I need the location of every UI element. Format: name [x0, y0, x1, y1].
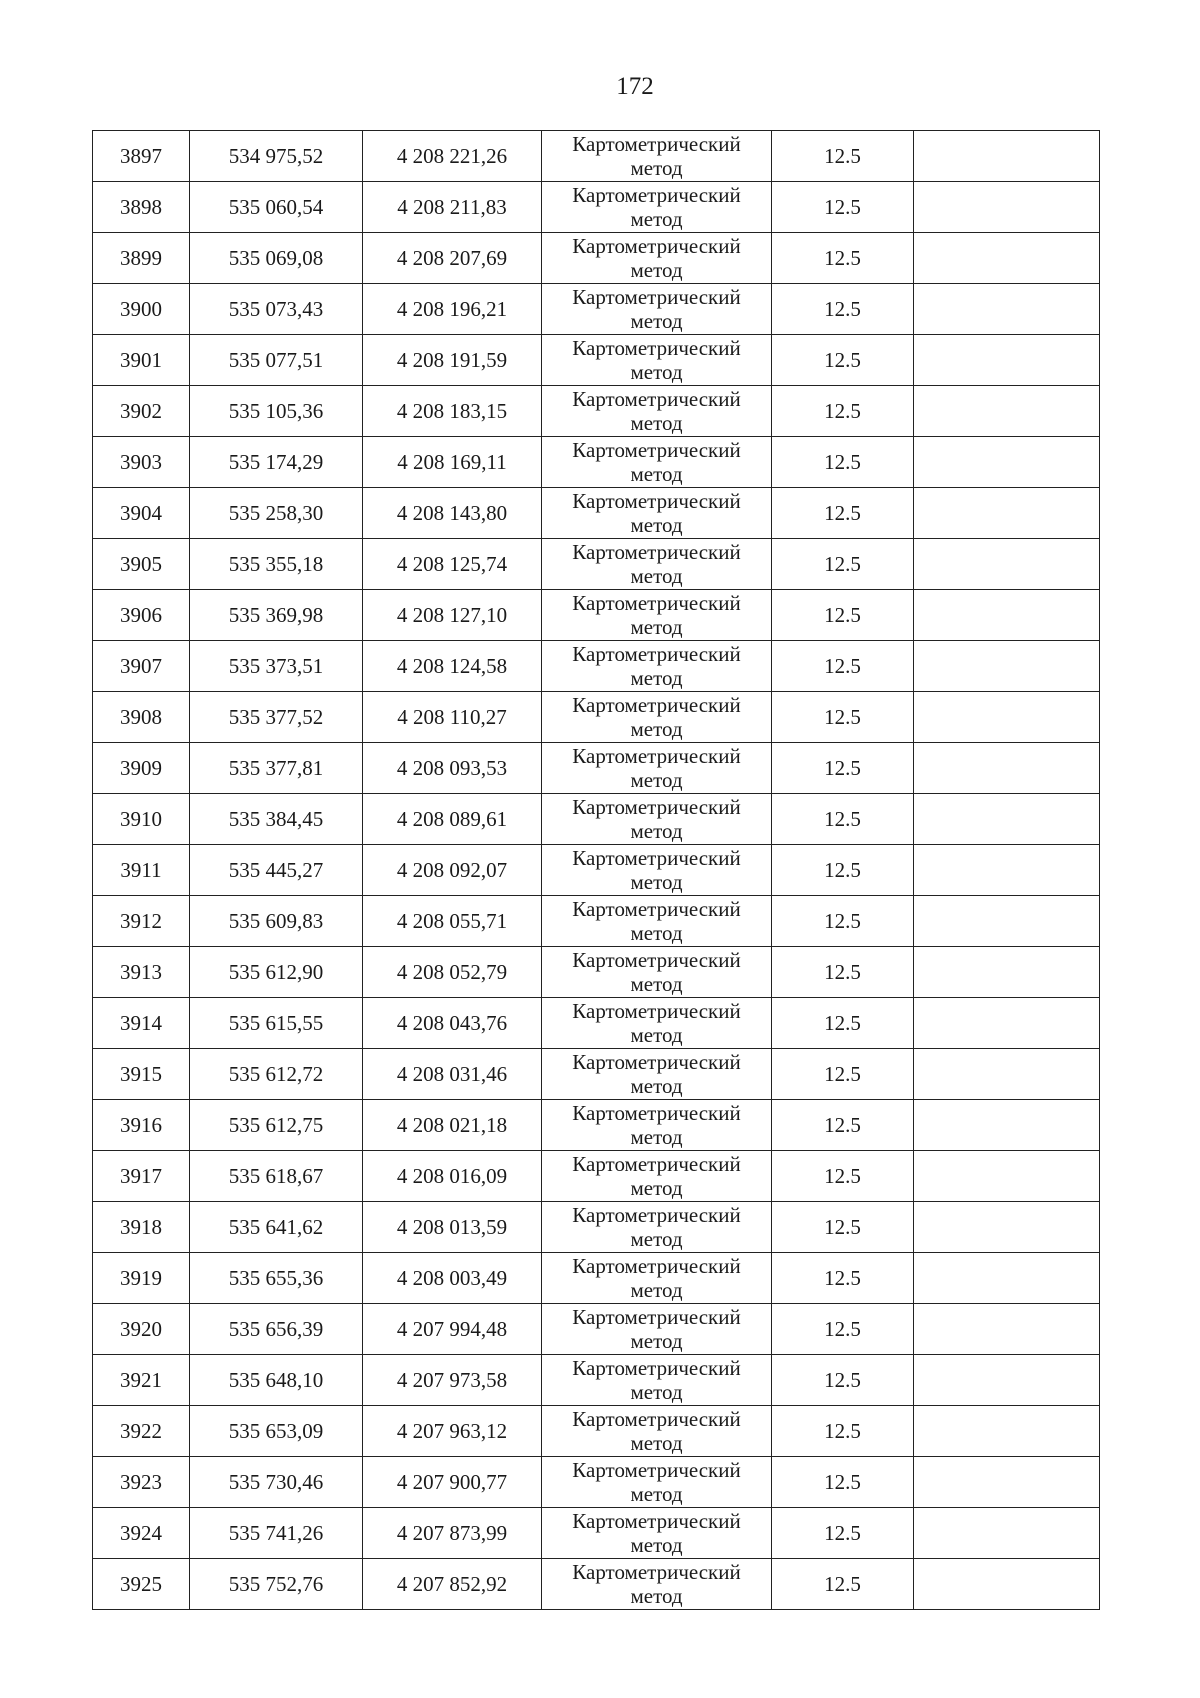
point-number-cell: 3909: [93, 743, 190, 794]
method-line-1: Картометрический: [572, 897, 741, 921]
y-coordinate-cell: 4 208 110,27: [363, 692, 542, 743]
method-line-1: Картометрический: [572, 846, 741, 870]
y-coordinate-cell: 4 208 031,46: [363, 1049, 542, 1100]
method-line-1: Картометрический: [572, 1305, 741, 1329]
method-cell: [542, 590, 772, 641]
precision-cell: 12.5: [772, 692, 914, 743]
precision-cell: 12.5: [772, 437, 914, 488]
y-coordinate-cell: 4 208 125,74: [363, 539, 542, 590]
extra-cell: [914, 1457, 1100, 1508]
method-cell: [542, 1508, 772, 1559]
table-row: [93, 437, 1100, 488]
extra-cell: [914, 182, 1100, 233]
table-row: [93, 1559, 1100, 1610]
x-coordinate-cell: 535 741,26: [190, 1508, 363, 1559]
extra-cell: [914, 437, 1100, 488]
precision-cell: 12.5: [772, 590, 914, 641]
extra-cell: [914, 284, 1100, 335]
method-line-1: Картометрический: [572, 693, 741, 717]
point-number-cell: 3905: [93, 539, 190, 590]
method-line-1: Картометрический: [572, 1101, 741, 1125]
method-line-2: метод: [630, 564, 683, 588]
method-line-2: метод: [630, 717, 683, 741]
method-line-1: Картометрический: [572, 948, 741, 972]
x-coordinate-cell: 535 648,10: [190, 1355, 363, 1406]
x-coordinate-cell: 534 975,52: [190, 131, 363, 182]
extra-cell: [914, 1151, 1100, 1202]
precision-cell: 12.5: [772, 794, 914, 845]
method-line-1: Картометрический: [572, 1203, 741, 1227]
extra-cell: [914, 1100, 1100, 1151]
method-line-2: метод: [630, 1227, 683, 1251]
precision-cell: 12.5: [772, 335, 914, 386]
table-row: [93, 998, 1100, 1049]
method-cell: [542, 131, 772, 182]
method-cell: [542, 233, 772, 284]
x-coordinate-cell: 535 656,39: [190, 1304, 363, 1355]
method-line-1: Картометрический: [572, 999, 741, 1023]
method-cell: [542, 1457, 772, 1508]
y-coordinate-cell: 4 208 221,26: [363, 131, 542, 182]
point-number-cell: 3925: [93, 1559, 190, 1610]
x-coordinate-cell: 535 618,67: [190, 1151, 363, 1202]
x-coordinate-cell: 535 077,51: [190, 335, 363, 386]
precision-cell: 12.5: [772, 1559, 914, 1610]
table-row: [93, 794, 1100, 845]
y-coordinate-cell: 4 208 127,10: [363, 590, 542, 641]
precision-cell: 12.5: [772, 284, 914, 335]
method-line-2: метод: [630, 1584, 683, 1608]
method-cell: [542, 335, 772, 386]
method-cell: [542, 1253, 772, 1304]
precision-cell: 12.5: [772, 1202, 914, 1253]
method-cell: [542, 1202, 772, 1253]
method-line-1: Картометрический: [572, 1560, 741, 1584]
coordinates-table-body: [93, 131, 1100, 1610]
point-number-cell: 3924: [93, 1508, 190, 1559]
precision-cell: 12.5: [772, 1508, 914, 1559]
method-line-2: метод: [630, 156, 683, 180]
x-coordinate-cell: 535 612,75: [190, 1100, 363, 1151]
table-row: [93, 1253, 1100, 1304]
method-line-1: Картометрический: [572, 1407, 741, 1431]
method-line-2: метод: [630, 462, 683, 486]
method-line-2: метод: [630, 1482, 683, 1506]
point-number-cell: 3907: [93, 641, 190, 692]
x-coordinate-cell: 535 609,83: [190, 896, 363, 947]
method-cell: [542, 896, 772, 947]
point-number-cell: 3898: [93, 182, 190, 233]
method-cell: [542, 692, 772, 743]
x-coordinate-cell: 535 105,36: [190, 386, 363, 437]
y-coordinate-cell: 4 208 191,59: [363, 335, 542, 386]
method-line-2: метод: [630, 309, 683, 333]
precision-cell: 12.5: [772, 131, 914, 182]
extra-cell: [914, 1049, 1100, 1100]
point-number-cell: 3917: [93, 1151, 190, 1202]
method-line-2: метод: [630, 921, 683, 945]
x-coordinate-cell: 535 445,27: [190, 845, 363, 896]
method-line-2: метод: [630, 972, 683, 996]
precision-cell: 12.5: [772, 233, 914, 284]
method-cell: [542, 437, 772, 488]
method-line-1: Картометрический: [572, 1254, 741, 1278]
method-line-1: Картометрический: [572, 1050, 741, 1074]
method-line-2: метод: [630, 360, 683, 384]
x-coordinate-cell: 535 060,54: [190, 182, 363, 233]
method-cell: [542, 641, 772, 692]
precision-cell: 12.5: [772, 1049, 914, 1100]
method-line-1: Картометрический: [572, 438, 741, 462]
point-number-cell: 3919: [93, 1253, 190, 1304]
method-line-2: метод: [630, 258, 683, 282]
x-coordinate-cell: 535 373,51: [190, 641, 363, 692]
extra-cell: [914, 896, 1100, 947]
method-cell: [542, 998, 772, 1049]
y-coordinate-cell: 4 208 013,59: [363, 1202, 542, 1253]
table-row: [93, 1355, 1100, 1406]
extra-cell: [914, 488, 1100, 539]
point-number-cell: 3902: [93, 386, 190, 437]
x-coordinate-cell: 535 612,90: [190, 947, 363, 998]
precision-cell: 12.5: [772, 182, 914, 233]
method-cell: [542, 386, 772, 437]
page-number: 172: [616, 73, 654, 100]
y-coordinate-cell: 4 208 021,18: [363, 1100, 542, 1151]
precision-cell: 12.5: [772, 386, 914, 437]
table-row: [93, 743, 1100, 794]
method-line-2: метод: [630, 615, 683, 639]
point-number-cell: 3910: [93, 794, 190, 845]
point-number-cell: 3913: [93, 947, 190, 998]
method-line-2: метод: [630, 1023, 683, 1047]
y-coordinate-cell: 4 208 207,69: [363, 233, 542, 284]
method-line-2: метод: [630, 1380, 683, 1404]
precision-cell: 12.5: [772, 539, 914, 590]
extra-cell: [914, 1559, 1100, 1610]
method-line-1: Картометрический: [572, 1458, 741, 1482]
point-number-cell: 3915: [93, 1049, 190, 1100]
x-coordinate-cell: 535 641,62: [190, 1202, 363, 1253]
point-number-cell: 3921: [93, 1355, 190, 1406]
table-row: [93, 947, 1100, 998]
point-number-cell: 3904: [93, 488, 190, 539]
extra-cell: [914, 743, 1100, 794]
table-row: [93, 1151, 1100, 1202]
extra-cell: [914, 641, 1100, 692]
method-line-1: Картометрический: [572, 387, 741, 411]
precision-cell: 12.5: [772, 1406, 914, 1457]
table-row: [93, 896, 1100, 947]
table-row: [93, 845, 1100, 896]
extra-cell: [914, 1508, 1100, 1559]
method-line-1: Картометрический: [572, 285, 741, 309]
table-row: [93, 233, 1100, 284]
table-row: [93, 335, 1100, 386]
x-coordinate-cell: 535 377,81: [190, 743, 363, 794]
x-coordinate-cell: 535 615,55: [190, 998, 363, 1049]
method-cell: [542, 1100, 772, 1151]
precision-cell: 12.5: [772, 947, 914, 998]
method-line-2: метод: [630, 1125, 683, 1149]
method-line-2: метод: [630, 819, 683, 843]
point-number-cell: 3918: [93, 1202, 190, 1253]
extra-cell: [914, 335, 1100, 386]
method-cell: [542, 794, 772, 845]
method-line-1: Картометрический: [572, 336, 741, 360]
method-line-2: метод: [630, 1431, 683, 1455]
x-coordinate-cell: 535 655,36: [190, 1253, 363, 1304]
x-coordinate-cell: 535 069,08: [190, 233, 363, 284]
precision-cell: 12.5: [772, 743, 914, 794]
method-line-1: Картометрический: [572, 489, 741, 513]
method-line-1: Картометрический: [572, 591, 741, 615]
point-number-cell: 3922: [93, 1406, 190, 1457]
x-coordinate-cell: 535 073,43: [190, 284, 363, 335]
point-number-cell: 3903: [93, 437, 190, 488]
x-coordinate-cell: 535 377,52: [190, 692, 363, 743]
point-number-cell: 3920: [93, 1304, 190, 1355]
method-cell: [542, 1049, 772, 1100]
method-cell: [542, 539, 772, 590]
y-coordinate-cell: 4 208 124,58: [363, 641, 542, 692]
extra-cell: [914, 845, 1100, 896]
point-number-cell: 3914: [93, 998, 190, 1049]
x-coordinate-cell: 535 355,18: [190, 539, 363, 590]
y-coordinate-cell: 4 208 055,71: [363, 896, 542, 947]
precision-cell: 12.5: [772, 1355, 914, 1406]
y-coordinate-cell: 4 208 093,53: [363, 743, 542, 794]
method-line-2: метод: [630, 768, 683, 792]
extra-cell: [914, 1355, 1100, 1406]
extra-cell: [914, 947, 1100, 998]
method-cell: [542, 743, 772, 794]
extra-cell: [914, 794, 1100, 845]
method-cell: [542, 1355, 772, 1406]
method-line-2: метод: [630, 207, 683, 231]
y-coordinate-cell: 4 208 043,76: [363, 998, 542, 1049]
y-coordinate-cell: 4 207 973,58: [363, 1355, 542, 1406]
method-line-1: Картометрический: [572, 744, 741, 768]
extra-cell: [914, 1406, 1100, 1457]
method-line-2: метод: [630, 411, 683, 435]
point-number-cell: 3901: [93, 335, 190, 386]
table-row: [93, 1202, 1100, 1253]
x-coordinate-cell: 535 730,46: [190, 1457, 363, 1508]
y-coordinate-cell: 4 208 089,61: [363, 794, 542, 845]
method-line-2: метод: [630, 1278, 683, 1302]
method-line-2: метод: [630, 1329, 683, 1353]
table-row: [93, 131, 1100, 182]
table-row: [93, 641, 1100, 692]
extra-cell: [914, 1202, 1100, 1253]
x-coordinate-cell: 535 384,45: [190, 794, 363, 845]
y-coordinate-cell: 4 208 143,80: [363, 488, 542, 539]
table-row: [93, 539, 1100, 590]
y-coordinate-cell: 4 207 963,12: [363, 1406, 542, 1457]
y-coordinate-cell: 4 208 211,83: [363, 182, 542, 233]
table-row: [93, 1508, 1100, 1559]
table-row: [93, 1049, 1100, 1100]
y-coordinate-cell: 4 208 003,49: [363, 1253, 542, 1304]
precision-cell: 12.5: [772, 1100, 914, 1151]
method-line-1: Картометрический: [572, 183, 741, 207]
method-line-1: Картометрический: [572, 642, 741, 666]
method-cell: [542, 947, 772, 998]
table-row: [93, 386, 1100, 437]
precision-cell: 12.5: [772, 1304, 914, 1355]
method-cell: [542, 845, 772, 896]
y-coordinate-cell: 4 208 016,09: [363, 1151, 542, 1202]
x-coordinate-cell: 535 752,76: [190, 1559, 363, 1610]
y-coordinate-cell: 4 207 873,99: [363, 1508, 542, 1559]
y-coordinate-cell: 4 208 052,79: [363, 947, 542, 998]
point-number-cell: 3906: [93, 590, 190, 641]
table-row: [93, 1406, 1100, 1457]
table-row: [93, 1304, 1100, 1355]
x-coordinate-cell: 535 174,29: [190, 437, 363, 488]
method-line-2: метод: [630, 1074, 683, 1098]
y-coordinate-cell: 4 207 852,92: [363, 1559, 542, 1610]
precision-cell: 12.5: [772, 998, 914, 1049]
table-row: [93, 692, 1100, 743]
coordinates-table: [92, 130, 1100, 1610]
point-number-cell: 3897: [93, 131, 190, 182]
extra-cell: [914, 1253, 1100, 1304]
method-line-1: Картометрический: [572, 540, 741, 564]
y-coordinate-cell: 4 208 092,07: [363, 845, 542, 896]
precision-cell: 12.5: [772, 1457, 914, 1508]
method-line-2: метод: [630, 1176, 683, 1200]
extra-cell: [914, 233, 1100, 284]
table-row: [93, 284, 1100, 335]
method-cell: [542, 1559, 772, 1610]
method-line-1: Картометрический: [572, 795, 741, 819]
method-line-2: метод: [630, 513, 683, 537]
table-row: [93, 182, 1100, 233]
table-row: [93, 590, 1100, 641]
y-coordinate-cell: 4 208 196,21: [363, 284, 542, 335]
point-number-cell: 3900: [93, 284, 190, 335]
point-number-cell: 3923: [93, 1457, 190, 1508]
y-coordinate-cell: 4 208 183,15: [363, 386, 542, 437]
precision-cell: 12.5: [772, 896, 914, 947]
extra-cell: [914, 539, 1100, 590]
point-number-cell: 3911: [93, 845, 190, 896]
y-coordinate-cell: 4 208 169,11: [363, 437, 542, 488]
point-number-cell: 3908: [93, 692, 190, 743]
method-cell: [542, 488, 772, 539]
x-coordinate-cell: 535 612,72: [190, 1049, 363, 1100]
method-cell: [542, 284, 772, 335]
x-coordinate-cell: 535 369,98: [190, 590, 363, 641]
table-row: [93, 1457, 1100, 1508]
table-row: [93, 1100, 1100, 1151]
x-coordinate-cell: 535 653,09: [190, 1406, 363, 1457]
method-cell: [542, 1304, 772, 1355]
method-cell: [542, 1406, 772, 1457]
table-row: [93, 488, 1100, 539]
extra-cell: [914, 998, 1100, 1049]
extra-cell: [914, 131, 1100, 182]
extra-cell: [914, 692, 1100, 743]
method-line-1: Картометрический: [572, 132, 741, 156]
point-number-cell: 3912: [93, 896, 190, 947]
method-line-2: метод: [630, 870, 683, 894]
method-cell: [542, 1151, 772, 1202]
precision-cell: 12.5: [772, 1151, 914, 1202]
method-line-1: Картометрический: [572, 234, 741, 258]
method-line-1: Картометрический: [572, 1356, 741, 1380]
extra-cell: [914, 590, 1100, 641]
method-line-2: метод: [630, 1533, 683, 1557]
extra-cell: [914, 1304, 1100, 1355]
precision-cell: 12.5: [772, 1253, 914, 1304]
y-coordinate-cell: 4 207 900,77: [363, 1457, 542, 1508]
precision-cell: 12.5: [772, 488, 914, 539]
point-number-cell: 3916: [93, 1100, 190, 1151]
y-coordinate-cell: 4 207 994,48: [363, 1304, 542, 1355]
precision-cell: 12.5: [772, 641, 914, 692]
method-cell: [542, 182, 772, 233]
extra-cell: [914, 386, 1100, 437]
method-line-2: метод: [630, 666, 683, 690]
x-coordinate-cell: 535 258,30: [190, 488, 363, 539]
method-line-1: Картометрический: [572, 1509, 741, 1533]
method-line-1: Картометрический: [572, 1152, 741, 1176]
precision-cell: 12.5: [772, 845, 914, 896]
point-number-cell: 3899: [93, 233, 190, 284]
